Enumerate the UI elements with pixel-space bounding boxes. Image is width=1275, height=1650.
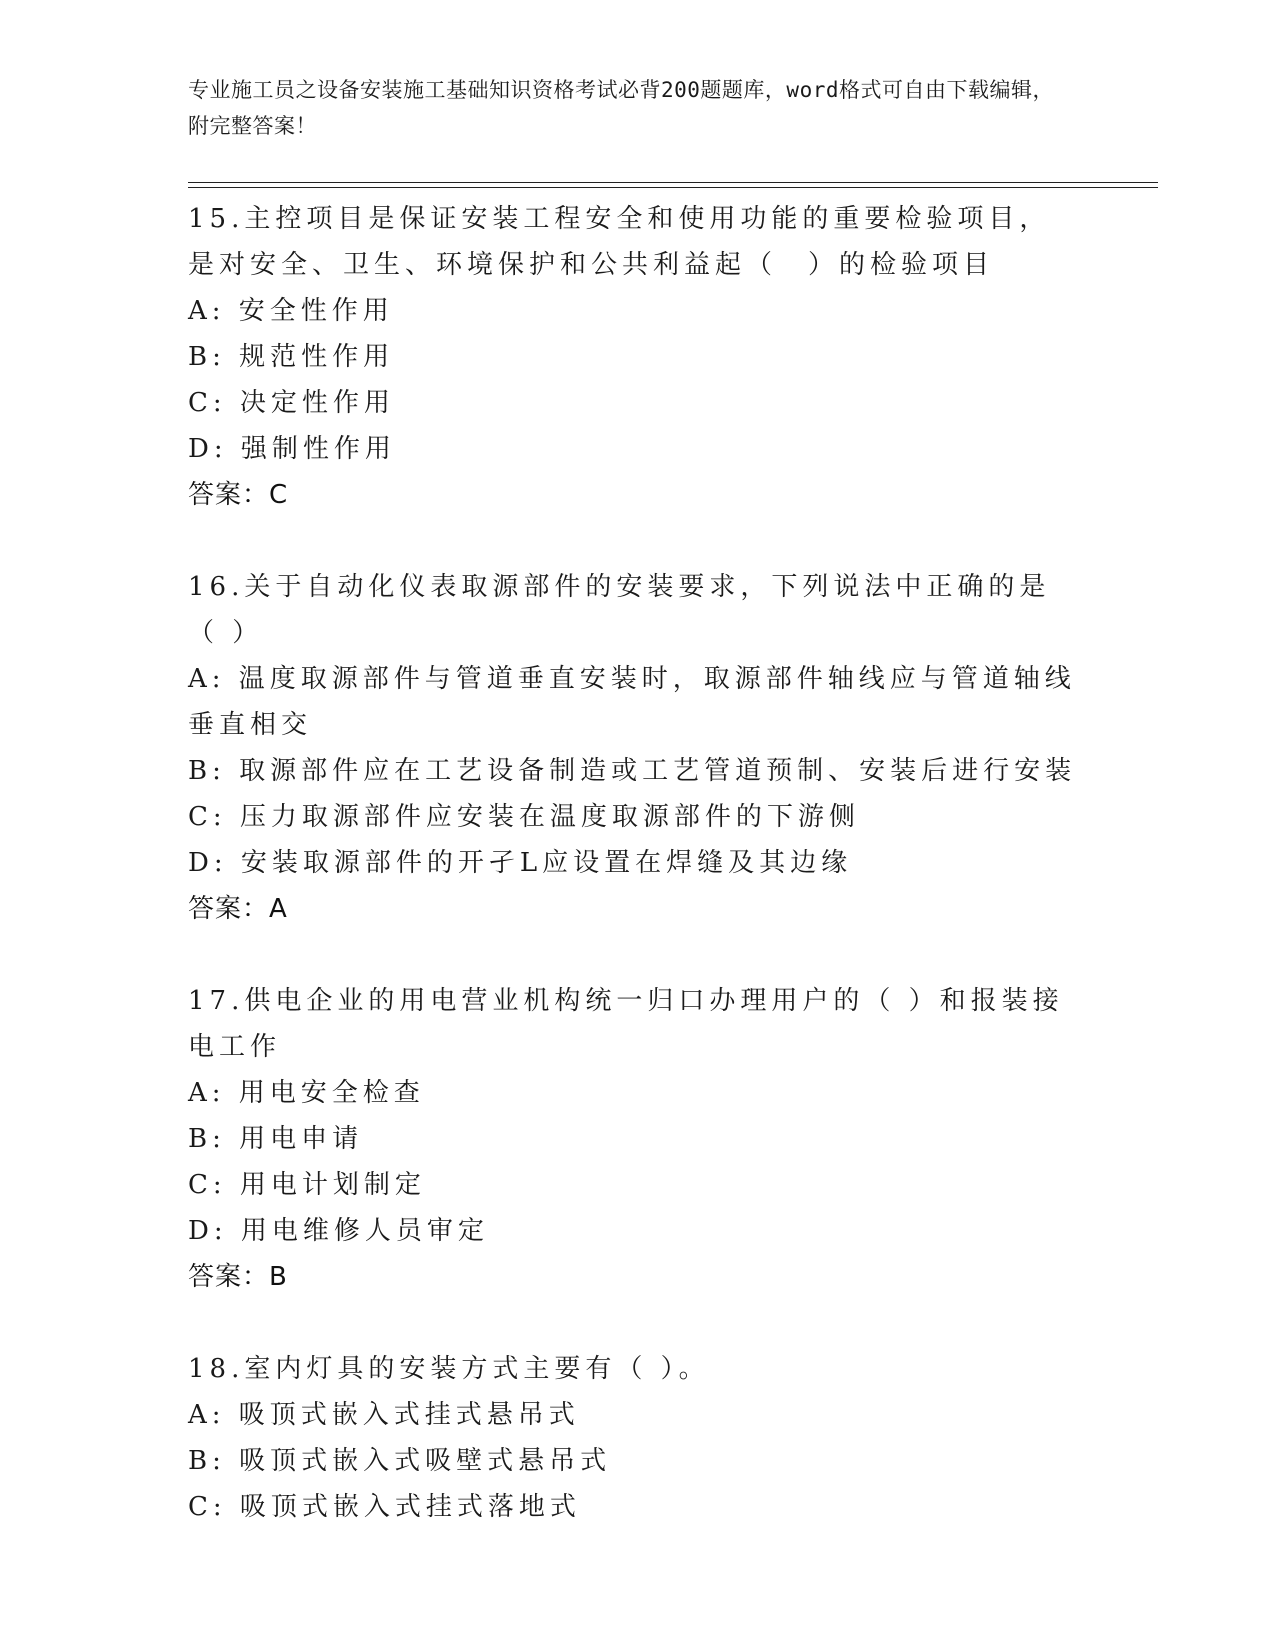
question-stem: 15.主控项目是保证安装工程安全和使用功能的重要检验项目，是对安全、卫生、环境保护和公共利益起（ ）的检验项目 [188,204,1051,280]
option-d: D: 安装取源部件的开孑L应设置在焊缝及其边缘 [188,848,853,878]
question-17 [188,978,1158,1300]
option-c: C: 压力取源部件应安装在温度取源部件的下游侧 [188,802,860,832]
question-stem: 17.供电企业的用电营业机构统一归口办理用户的（ ）和报装接电工作 [188,986,1064,1062]
question-stem: 18.室内灯具的安装方式主要有（ ）。 [188,1354,710,1384]
option-a: A: 安全性作用 [188,296,394,326]
header-divider [188,182,1158,188]
option-c: C: 吸顶式嵌入式挂式落地式 [188,1492,581,1522]
document-page [188,72,1158,1530]
question-15 [188,196,1158,518]
option-c: C: 决定性作用 [188,388,395,418]
question-stem: 16.关于自动化仪表取源部件的安装要求，下列说法中正确的是（ ） [188,572,1051,648]
answer: 答案：B [188,1262,288,1292]
document-header: 专业施工员之设备安装施工基础知识资格考试必背200题题库，word格式可自由下载编辑，附完整答案！ [188,78,1054,138]
option-a: A: 吸顶式嵌入式挂式悬吊式 [188,1400,580,1430]
option-d: D: 强制性作用 [188,434,396,464]
question-16 [188,564,1158,932]
option-b: B: 吸顶式嵌入式吸壁式悬吊式 [188,1446,612,1476]
answer: 答案：A [188,894,288,924]
question-18 [188,1346,1158,1530]
question-list [188,196,1158,1530]
option-b: B: 取源部件应在工艺设备制造或工艺管道预制、安装后进行安装 [188,756,1077,786]
option-a: A: 温度取源部件与管道垂直安装时，取源部件轴线应与管道轴线垂直相交 [188,664,1076,740]
option-d: D: 用电维修人员审定 [188,1216,489,1246]
option-c: C: 用电计划制定 [188,1170,426,1200]
option-a: A: 用电安全检查 [188,1078,425,1108]
option-b: B: 用电申请 [188,1124,364,1154]
option-b: B: 规范性作用 [188,342,395,372]
answer: 答案：C [188,480,289,510]
